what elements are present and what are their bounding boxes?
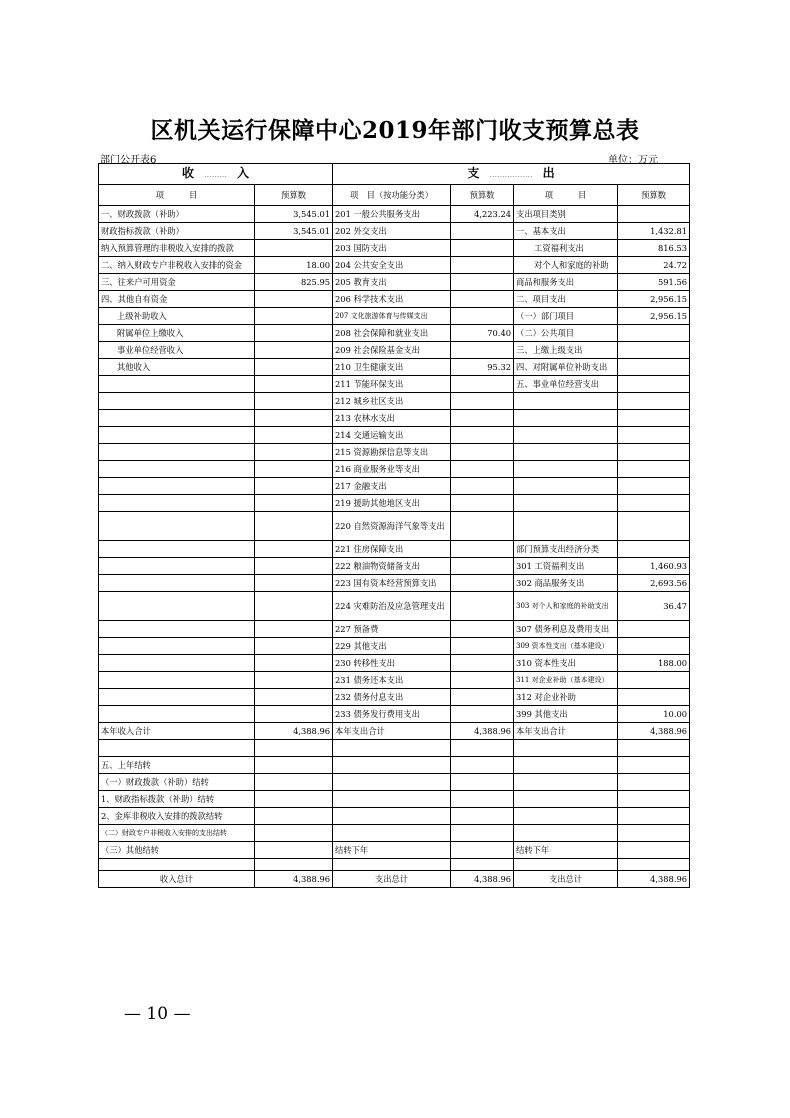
exp-amount-cell [618, 638, 690, 655]
table-row [99, 638, 690, 655]
func-amount-cell [451, 410, 514, 427]
table-row [99, 410, 690, 427]
income-amount-cell: 4,388.96 [255, 871, 333, 888]
exp-item-cell: 311 对企业补助（基本建设） [514, 672, 618, 689]
func-amount-cell [451, 859, 514, 871]
income-amount-cell [255, 427, 333, 444]
func-amount-cell: 4,388.96 [451, 723, 514, 740]
income-amount-cell [255, 740, 333, 757]
func-item-header: 项 目（按功能分类） [333, 185, 451, 206]
exp-item-cell: 303 对个人和家庭的补助支出 [514, 592, 618, 621]
func-amount-cell [451, 223, 514, 240]
exp-amount-cell: 1,432.81 [618, 223, 690, 240]
exp-amount-cell [618, 325, 690, 342]
exp-amount-cell: 10.00 [618, 706, 690, 723]
exp-amount-cell [618, 410, 690, 427]
income-item-cell: 附属单位上缴收入 [99, 325, 255, 342]
income-item-cell [99, 376, 255, 393]
exp-item-cell: 二、项目支出 [514, 291, 618, 308]
table-row [99, 791, 690, 808]
income-amount-cell [255, 342, 333, 359]
func-item-cell: 217 金融支出 [333, 478, 451, 495]
income-amount-cell [255, 757, 333, 774]
income-item-cell: 2、金库非税收入安排的拨款结转 [99, 808, 255, 825]
func-item-cell: 206 科学技术支出 [333, 291, 451, 308]
unit-label: 单位：万元 [608, 155, 658, 166]
table-row [99, 825, 690, 842]
func-amount-cell [451, 638, 514, 655]
exp-item-header: 项 目 [514, 185, 618, 206]
table-row [99, 359, 690, 376]
table-row [99, 859, 690, 871]
func-item-cell [333, 825, 451, 842]
func-amount-cell [451, 512, 514, 541]
func-amount-cell [451, 478, 514, 495]
exp-amount-cell [618, 512, 690, 541]
func-item-cell: 203 国防支出 [333, 240, 451, 257]
func-item-cell: 230 转移性支出 [333, 655, 451, 672]
exp-amount-cell [618, 427, 690, 444]
exp-amount-cell [618, 808, 690, 825]
exp-item-cell: 支出项目类别 [514, 206, 618, 223]
income-item-cell [99, 461, 255, 478]
func-amount-cell: 4,388.96 [451, 871, 514, 888]
exp-amount-cell [618, 842, 690, 859]
func-item-cell [333, 791, 451, 808]
table-row [99, 808, 690, 825]
func-amount-cell [451, 740, 514, 757]
func-item-cell: 214 交通运输支出 [333, 427, 451, 444]
exp-item-cell: （一）部门项目 [514, 308, 618, 325]
func-amount-cell [451, 541, 514, 558]
table-row [99, 308, 690, 325]
func-item-cell: 202 外交支出 [333, 223, 451, 240]
income-amount-cell [255, 859, 333, 871]
func-item-cell: 221 住房保障支出 [333, 541, 451, 558]
exp-item-cell [514, 427, 618, 444]
func-amount-cell [451, 240, 514, 257]
table-row [99, 774, 690, 791]
func-item-cell: 220 自然资源海洋气象等支出 [333, 512, 451, 541]
table-row [99, 223, 690, 240]
func-amount-cell [451, 342, 514, 359]
exp-item-cell: 本年支出合计 [514, 723, 618, 740]
exp-amount-cell: 2,956.15 [618, 291, 690, 308]
exp-amount-cell [618, 376, 690, 393]
exp-amount-cell: 4,388.96 [618, 871, 690, 888]
table-id-label: 部门公开表6 [100, 155, 157, 166]
income-item-cell: （一）财政拨款（补助）结转 [99, 774, 255, 791]
exp-amount-cell [618, 393, 690, 410]
exp-amount-cell [618, 825, 690, 842]
income-item-cell [99, 541, 255, 558]
income-amount-cell [255, 444, 333, 461]
func-item-cell: 216 商业服务业等支出 [333, 461, 451, 478]
func-item-cell: 227 预备费 [333, 621, 451, 638]
func-amount-cell [451, 808, 514, 825]
exp-amount-cell [618, 621, 690, 638]
income-item-cell [99, 638, 255, 655]
table-row [99, 706, 690, 723]
exp-item-cell: 307 债务利息及费用支出 [514, 621, 618, 638]
income-amount-cell [255, 808, 333, 825]
func-amount-cell [451, 621, 514, 638]
income-item-cell: 1、财政指标拨款（补助）结转 [99, 791, 255, 808]
table-row [99, 689, 690, 706]
income-amount-cell [255, 842, 333, 859]
func-item-cell: 222 粮油物资储备支出 [333, 558, 451, 575]
table-row [99, 575, 690, 592]
func-item-cell: 215 资源勘探信息等支出 [333, 444, 451, 461]
income-item-cell: 其他收入 [99, 359, 255, 376]
exp-item-cell: 310 资本性支出 [514, 655, 618, 672]
income-item-cell [99, 689, 255, 706]
table-row [99, 291, 690, 308]
func-item-cell: 233 债务发行费用支出 [333, 706, 451, 723]
income-item-header: 项 目 [99, 185, 255, 206]
func-amount-cell: 95.32 [451, 359, 514, 376]
func-amount-cell [451, 558, 514, 575]
exp-item-cell: 结转下年 [514, 842, 618, 859]
income-item-cell: 五、上年结转 [99, 757, 255, 774]
func-item-cell: 232 债务付息支出 [333, 689, 451, 706]
exp-item-cell: 一、基本支出 [514, 223, 618, 240]
func-item-cell: 224 灾难防治及应急管理支出 [333, 592, 451, 621]
table-row [99, 592, 690, 621]
func-item-cell [333, 859, 451, 871]
func-item-cell: 209 社会保险基金支出 [333, 342, 451, 359]
income-item-cell: （二）财政专户非税收入安排的支出结转 [99, 825, 255, 842]
table-row [99, 478, 690, 495]
table-row [99, 495, 690, 512]
table-row [99, 461, 690, 478]
income-amount-cell [255, 308, 333, 325]
table-row [99, 740, 690, 757]
table-row [99, 257, 690, 274]
income-amount-cell [255, 592, 333, 621]
exp-item-cell [514, 393, 618, 410]
func-item-cell [333, 808, 451, 825]
income-amount-cell [255, 410, 333, 427]
income-item-cell [99, 621, 255, 638]
income-amount-cell [255, 706, 333, 723]
func-item-cell: 支出总计 [333, 871, 451, 888]
exp-amount-cell [618, 206, 690, 223]
exp-item-cell [514, 444, 618, 461]
exp-item-cell [514, 774, 618, 791]
exp-item-cell: 工资福利支出 [514, 240, 618, 257]
exp-amount-cell [618, 461, 690, 478]
func-amount-cell [451, 274, 514, 291]
income-item-cell: 四、其他自有资金 [99, 291, 255, 308]
table-row [99, 274, 690, 291]
income-item-cell [99, 706, 255, 723]
table-row [99, 621, 690, 638]
column-header-row [99, 185, 690, 206]
page-title: 区机关运行保障中心2019年部门收支预算总表 [150, 117, 640, 144]
func-item-cell: 231 债务还本支出 [333, 672, 451, 689]
table-row [99, 757, 690, 774]
exp-amount-cell [618, 672, 690, 689]
income-amount-cell [255, 672, 333, 689]
func-amount-cell [451, 308, 514, 325]
income-item-cell [99, 558, 255, 575]
func-amount-cell [451, 291, 514, 308]
table-row [99, 393, 690, 410]
income-amount-cell [255, 495, 333, 512]
income-amount-cell [255, 512, 333, 541]
exp-item-cell: 四、对附属单位补助支出 [514, 359, 618, 376]
func-item-cell: 本年支出合计 [333, 723, 451, 740]
table-row [99, 672, 690, 689]
func-amount-cell [451, 689, 514, 706]
table-row [99, 842, 690, 859]
income-amount-cell [255, 393, 333, 410]
func-item-cell: 201 一般公共服务支出 [333, 206, 451, 223]
income-amount-cell [255, 791, 333, 808]
income-amount-cell [255, 621, 333, 638]
income-amount-cell [255, 240, 333, 257]
exp-item-cell: 302 商品服务支出 [514, 575, 618, 592]
table-row [99, 723, 690, 740]
exp-item-cell: 商品和服务支出 [514, 274, 618, 291]
exp-item-cell: 对个人和家庭的补助 [514, 257, 618, 274]
exp-amount-cell: 188.00 [618, 655, 690, 672]
income-item-cell [99, 495, 255, 512]
exp-item-cell: 399 其他支出 [514, 706, 618, 723]
exp-amount-cell: 4,388.96 [618, 723, 690, 740]
func-item-cell: 213 农林水支出 [333, 410, 451, 427]
exp-amount-cell [618, 689, 690, 706]
func-amount-cell: 4,223.24 [451, 206, 514, 223]
exp-item-cell [514, 740, 618, 757]
func-amount-cell [451, 575, 514, 592]
income-item-cell: 财政指标拨款（补助） [99, 223, 255, 240]
income-item-cell: 事业单位经营收入 [99, 342, 255, 359]
table-row [99, 427, 690, 444]
func-amount-cell [451, 757, 514, 774]
exp-amount-cell: 2,956.15 [618, 308, 690, 325]
exp-amount-cell [618, 740, 690, 757]
exp-amount-cell [618, 859, 690, 871]
func-amount-cell [451, 592, 514, 621]
func-item-cell: 229 其他支出 [333, 638, 451, 655]
income-item-cell: 二、纳入财政专户非税收入安排的资金 [99, 257, 255, 274]
expense-section-header: 支 ................. 出 [333, 164, 690, 185]
income-amount-cell: 825.95 [255, 274, 333, 291]
func-amount-cell [451, 393, 514, 410]
income-amount-cell [255, 689, 333, 706]
exp-amount-cell [618, 774, 690, 791]
exp-amount-cell: 24.72 [618, 257, 690, 274]
income-item-cell: 上级补助收入 [99, 308, 255, 325]
exp-amount-cell: 816.53 [618, 240, 690, 257]
income-item-cell [99, 592, 255, 621]
func-amount-cell: 70.40 [451, 325, 514, 342]
income-section-header: 收 ......... 入 [99, 164, 333, 185]
exp-amount-cell: 591.56 [618, 274, 690, 291]
income-amount-cell [255, 655, 333, 672]
income-item-cell: 三、往来户可用资金 [99, 274, 255, 291]
exp-item-cell: 309 资本性支出（基本建设） [514, 638, 618, 655]
func-amount-cell [451, 461, 514, 478]
income-amount-cell [255, 291, 333, 308]
income-item-cell: 收入总计 [99, 871, 255, 888]
income-amount-cell [255, 376, 333, 393]
exp-amount-cell [618, 541, 690, 558]
func-amount-cell [451, 706, 514, 723]
table-row [99, 206, 690, 223]
income-amount-header: 预算数 [255, 185, 333, 206]
income-item-cell [99, 444, 255, 461]
func-item-cell: 223 国有资本经营预算支出 [333, 575, 451, 592]
income-amount-cell: 3,545.01 [255, 206, 333, 223]
func-item-cell: 结转下年 [333, 842, 451, 859]
func-item-cell [333, 757, 451, 774]
income-amount-cell [255, 325, 333, 342]
exp-item-cell [514, 512, 618, 541]
func-item-cell: 219 援助其他地区支出 [333, 495, 451, 512]
income-item-cell [99, 427, 255, 444]
func-amount-cell [451, 842, 514, 859]
func-amount-cell [451, 495, 514, 512]
exp-item-cell [514, 410, 618, 427]
func-item-cell: 204 公共安全支出 [333, 257, 451, 274]
income-item-cell: 本年收入合计 [99, 723, 255, 740]
func-amount-cell [451, 774, 514, 791]
func-item-cell: 210 卫生健康支出 [333, 359, 451, 376]
exp-item-cell [514, 461, 618, 478]
table-row [99, 558, 690, 575]
income-amount-cell [255, 774, 333, 791]
income-amount-cell [255, 541, 333, 558]
income-item-cell [99, 410, 255, 427]
table-row [99, 342, 690, 359]
income-amount-cell [255, 558, 333, 575]
exp-item-cell: （二）公共项目 [514, 325, 618, 342]
section-header-row [99, 164, 690, 185]
func-amount-cell [451, 376, 514, 393]
income-amount-cell: 18.00 [255, 257, 333, 274]
exp-amount-cell [618, 359, 690, 376]
exp-item-cell: 三、上缴上级支出 [514, 342, 618, 359]
income-amount-cell [255, 575, 333, 592]
exp-item-cell [514, 757, 618, 774]
table-row [99, 240, 690, 257]
func-amount-header: 预算数 [451, 185, 514, 206]
func-amount-cell [451, 655, 514, 672]
income-item-cell [99, 575, 255, 592]
income-amount-cell: 3,545.01 [255, 223, 333, 240]
exp-amount-cell [618, 342, 690, 359]
table-row [99, 871, 690, 888]
income-item-cell: （三）其他结转 [99, 842, 255, 859]
exp-item-cell: 五、事业单位经营支出 [514, 376, 618, 393]
func-amount-cell [451, 257, 514, 274]
income-amount-cell [255, 359, 333, 376]
exp-amount-cell [618, 495, 690, 512]
func-item-cell: 212 城乡社区支出 [333, 393, 451, 410]
exp-item-cell: 支出总计 [514, 871, 618, 888]
income-item-cell [99, 478, 255, 495]
table-row [99, 376, 690, 393]
income-amount-cell [255, 825, 333, 842]
exp-item-cell [514, 495, 618, 512]
func-item-cell: 211 节能环保支出 [333, 376, 451, 393]
table-row [99, 541, 690, 558]
func-amount-cell [451, 825, 514, 842]
table-row [99, 325, 690, 342]
exp-amount-header: 预算数 [618, 185, 690, 206]
exp-amount-cell [618, 444, 690, 461]
exp-item-cell [514, 791, 618, 808]
exp-amount-cell [618, 757, 690, 774]
income-item-cell: 一、财政拨款（补助） [99, 206, 255, 223]
income-item-cell [99, 655, 255, 672]
exp-item-cell: 312 对企业补助 [514, 689, 618, 706]
func-item-cell: 205 教育支出 [333, 274, 451, 291]
exp-item-cell: 301 工资福利支出 [514, 558, 618, 575]
income-item-cell [99, 859, 255, 871]
income-amount-cell: 4,388.96 [255, 723, 333, 740]
exp-item-cell [514, 859, 618, 871]
exp-amount-cell: 1,460.93 [618, 558, 690, 575]
func-amount-cell [451, 791, 514, 808]
func-amount-cell [451, 672, 514, 689]
income-item-cell [99, 512, 255, 541]
exp-amount-cell: 36.47 [618, 592, 690, 621]
income-amount-cell [255, 638, 333, 655]
table-row [99, 512, 690, 541]
income-amount-cell [255, 461, 333, 478]
income-item-cell: 纳入预算管理的非税收入安排的拨款 [99, 240, 255, 257]
income-amount-cell [255, 478, 333, 495]
exp-item-cell [514, 478, 618, 495]
exp-item-cell [514, 825, 618, 842]
page-number: — 10 — [124, 1004, 191, 1024]
income-item-cell [99, 393, 255, 410]
func-item-cell [333, 740, 451, 757]
func-item-cell: 208 社会保障和就业支出 [333, 325, 451, 342]
exp-item-cell [514, 808, 618, 825]
income-item-cell [99, 672, 255, 689]
func-amount-cell [451, 427, 514, 444]
exp-amount-cell [618, 478, 690, 495]
exp-amount-cell: 2,693.56 [618, 575, 690, 592]
table-row [99, 444, 690, 461]
budget-summary-table [98, 163, 690, 888]
exp-amount-cell [618, 791, 690, 808]
func-item-cell [333, 774, 451, 791]
func-item-cell: 207 文化旅游体育与传媒支出 [333, 308, 451, 325]
exp-item-cell: 部门预算支出经济分类 [514, 541, 618, 558]
table-row [99, 655, 690, 672]
func-amount-cell [451, 444, 514, 461]
income-item-cell [99, 740, 255, 757]
